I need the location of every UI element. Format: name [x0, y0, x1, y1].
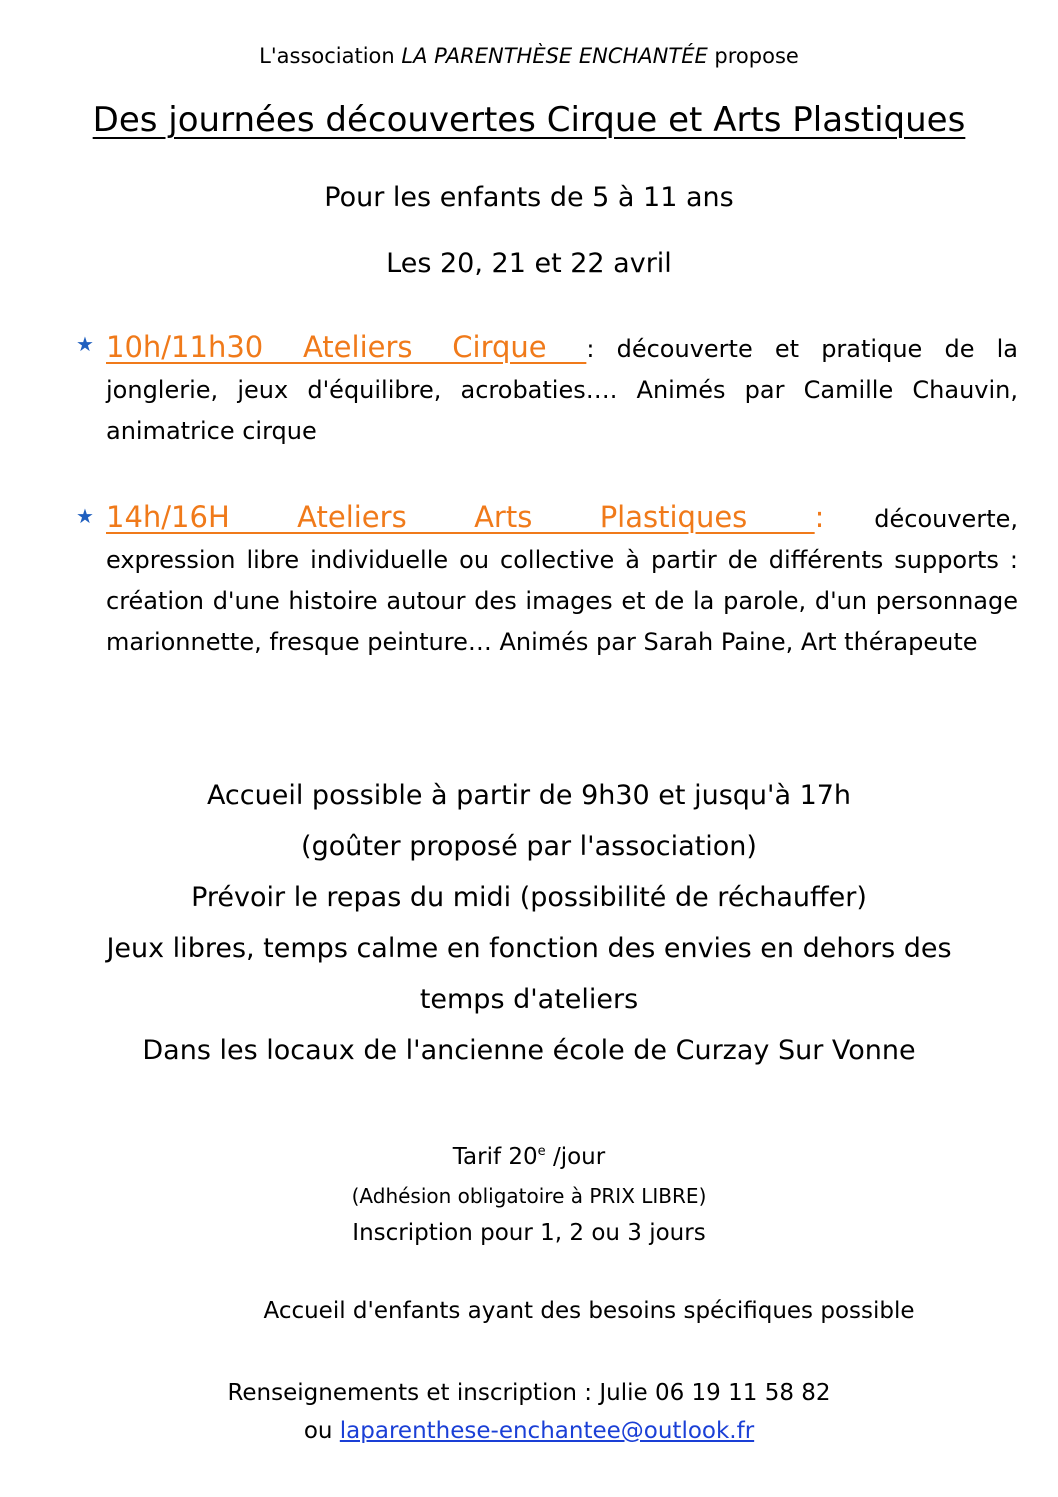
intro-line — [0, 44, 1058, 68]
inscription-line: Inscription pour 1, 2 ou 3 jours — [352, 1220, 706, 1246]
dates-line: Les 20, 21 et 22 avril — [386, 248, 672, 279]
star-icon: ★ — [76, 332, 94, 356]
tarif-before: Tarif 20 — [452, 1144, 538, 1170]
special-needs-line: Accueil d'enfants ayant des besoins spécifiques possible — [263, 1298, 915, 1324]
info-line: Dans les locaux de l'ancienne école de Curzay Sur Vonne — [142, 1035, 916, 1066]
info-line: (goûter proposé par l'association) — [301, 831, 757, 862]
star-icon: ★ — [76, 504, 94, 528]
activity-arts-plastiques — [106, 497, 1018, 663]
contact-email-line — [0, 1418, 1058, 1444]
tarif-line — [0, 1144, 1058, 1170]
activity-colon: : — [814, 500, 825, 534]
association-name: LA PARENTHÈSE ENCHANTÉE — [401, 44, 708, 68]
page-title: Des journées découvertes Cirque et Arts Plastiques — [92, 100, 966, 140]
activity-heading: 14h/16H Ateliers Arts Plastiques — [106, 500, 815, 534]
intro-after: propose — [707, 44, 799, 68]
audience-line: Pour les enfants de 5 à 11 ans — [324, 182, 734, 213]
info-line: Prévoir le repas du midi (possibilité de réchauffer) — [191, 882, 867, 913]
activity-text: découverte, expression libre individuelle ou collective à partir de différents supports : création d'une histoire autour des images et de la parole, d'un personnage marionnette, fresque peinture… Animés par Sarah Paine, Art thérapeute — [106, 505, 1018, 656]
info-line: temps d'ateliers — [419, 984, 639, 1015]
activity-heading: 10h/11h30 Ateliers Cirque — [106, 330, 587, 364]
email-link[interactable]: laparenthese-enchantee@outlook.fr — [339, 1418, 755, 1444]
info-block — [0, 770, 1058, 1076]
activity-text: : découverte et pratique de la jonglerie, jeux d'équilibre, acrobaties…. Animés par Camille Chauvin, animatrice cirque — [106, 335, 1018, 445]
tarif-sup: e — [537, 1144, 546, 1159]
adhesion-line: (Adhésion obligatoire à PRIX LIBRE) — [351, 1184, 707, 1208]
tarif-after: /jour — [545, 1144, 606, 1170]
info-line: Jeux libres, temps calme en fonction des envies en dehors des — [106, 933, 952, 964]
contact-prefix: ou — [303, 1418, 340, 1444]
intro-before: L'association — [259, 44, 402, 68]
activity-cirque — [106, 327, 1018, 452]
info-line: Accueil possible à partir de 9h30 et jusqu'à 17h — [206, 780, 852, 811]
contact-line: Renseignements et inscription : Julie 06 19 11 58 82 — [227, 1380, 831, 1406]
